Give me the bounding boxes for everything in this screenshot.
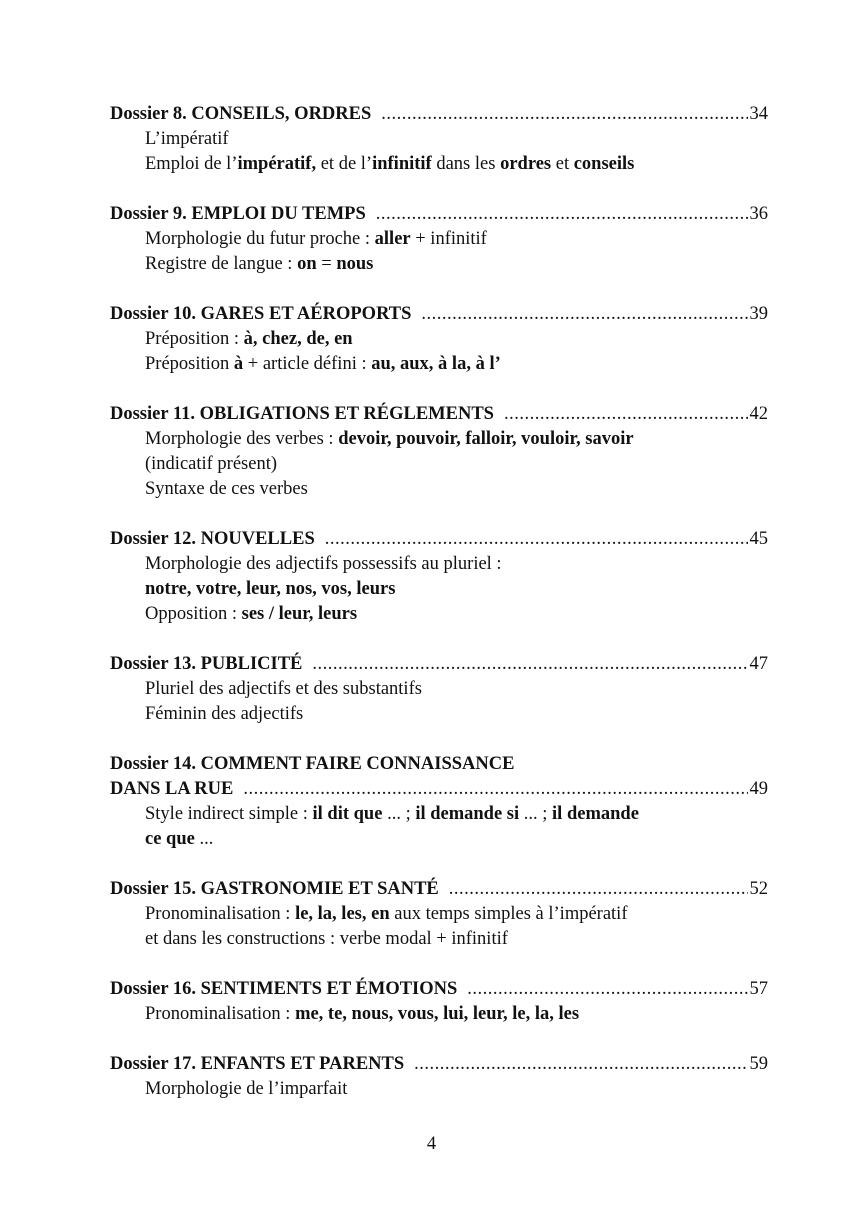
toc-entry-title: Dossier 16. SENTIMENTS ET ÉMOTIONS (110, 979, 458, 999)
topic-text-segment: (indicatif présent) (145, 454, 278, 474)
topic-text-segment: Opposition : (145, 604, 242, 624)
page-number: 4 (426, 1134, 437, 1154)
topic-bold-segment: on (297, 254, 317, 274)
topic-text-segment: Pronominalisation : (145, 904, 296, 924)
dot-leader (243, 777, 747, 802)
toc-entry-heading (110, 302, 768, 327)
toc-entry-heading (110, 777, 768, 802)
toc-entry-topic (110, 552, 768, 577)
toc-entry-topic (110, 602, 768, 627)
toc-entry-topic (110, 827, 768, 852)
toc-entry-topic (110, 227, 768, 252)
toc-entry-page: 52 (749, 879, 768, 899)
toc-entry-topic (110, 927, 768, 952)
topic-bold-segment: au, aux, à la, à l’ (371, 354, 501, 374)
toc-entry-topic (110, 127, 768, 152)
topic-text-segment: Syntaxe de ces verbes (145, 479, 308, 499)
dot-leader (325, 527, 748, 552)
toc-entry-heading (110, 402, 768, 427)
toc-entry-topic (110, 902, 768, 927)
toc-entry-topic (110, 477, 768, 502)
topic-bold-segment: ordres (500, 154, 552, 174)
topic-text-segment: Pluriel des adjectifs et des substantifs (145, 679, 422, 699)
topic-text-segment: ... ; (382, 804, 416, 824)
dot-leader (421, 302, 747, 327)
toc-entry-heading (110, 877, 768, 902)
topic-bold-segment: infinitif (372, 154, 432, 174)
toc-entry-title: Dossier 10. GARES ET AÉROPORTS (110, 304, 412, 324)
toc-entry (110, 1052, 768, 1102)
topic-text-segment: Style indirect simple : (145, 804, 313, 824)
topic-bold-segment: il demande si (415, 804, 520, 824)
topic-bold-segment: impératif, (237, 154, 317, 174)
toc-entry (110, 877, 768, 952)
topic-text-segment: Préposition : (145, 329, 244, 349)
toc-entry-title: Dossier 12. NOUVELLES (110, 529, 315, 549)
dot-leader (504, 402, 748, 427)
toc-entry-page: 34 (749, 104, 768, 124)
topic-text-segment: = (316, 254, 337, 274)
toc-entry-topic (110, 1077, 768, 1102)
topic-bold-segment: notre, votre, leur, nos, vos, leurs (145, 579, 396, 599)
dot-leader (376, 202, 748, 227)
toc-entry (110, 202, 768, 277)
topic-text-segment: aux temps simples à l’impératif (389, 904, 628, 924)
topic-bold-segment: nous (336, 254, 374, 274)
topic-text-segment: Morphologie des adjectifs possessifs au pluriel : (145, 554, 502, 574)
topic-bold-segment: me, te, nous, vous, lui, leur, le, la, les (295, 1004, 580, 1024)
toc-entry-topic (110, 802, 768, 827)
toc-entry-heading (110, 652, 768, 677)
toc-entry-topic (110, 1002, 768, 1027)
topic-text-segment: Emploi de l’ (145, 154, 238, 174)
toc-entry-heading (110, 527, 768, 552)
topic-bold-segment: à (233, 354, 244, 374)
topic-text-segment: et dans les constructions : verbe modal + infinitif (145, 929, 508, 949)
topic-bold-segment: devoir, pouvoir, falloir, vouloir, savoir (338, 429, 634, 449)
toc-entry-heading (110, 202, 768, 227)
topic-text-segment: Féminin des adjectifs (145, 704, 304, 724)
toc-entry (110, 752, 768, 852)
toc-entry-heading (110, 977, 768, 1002)
dot-leader (312, 652, 747, 677)
topic-text-segment: ... (194, 829, 214, 849)
toc-entry-title: Dossier 8. CONSEILS, ORDRES (110, 104, 372, 124)
topic-text-segment: dans les (431, 154, 501, 174)
topic-bold-segment: aller (374, 229, 411, 249)
toc-entry-page: 39 (749, 304, 768, 324)
toc-entry-topic (110, 452, 768, 477)
topic-text-segment: Morphologie de l’imparfait (145, 1079, 348, 1099)
toc-entry-title: Dossier 11. OBLIGATIONS ET RÉGLEMENTS (110, 404, 494, 424)
dot-leader (381, 102, 747, 127)
toc-entry-title: Dossier 9. EMPLOI DU TEMPS (110, 204, 366, 224)
topic-bold-segment: il demande (552, 804, 639, 824)
topic-text-segment: et de l’ (316, 154, 373, 174)
toc-entry-title-line: Dossier 14. COMMENT FAIRE CONNAISSANCE (110, 754, 515, 774)
toc-entry-page: 42 (749, 404, 768, 424)
toc-entry-topic (110, 352, 768, 377)
toc-entry-title: Dossier 13. PUBLICITÉ (110, 654, 303, 674)
toc-entry (110, 652, 768, 727)
toc-entry-title: Dossier 15. GASTRONOMIE ET SANTÉ (110, 879, 439, 899)
toc-entry-heading (110, 1052, 768, 1077)
toc-entry (110, 302, 768, 377)
toc-entry (110, 102, 768, 177)
topic-text-segment: L’impératif (145, 129, 229, 149)
topic-bold-segment: ses / leur, leurs (241, 604, 358, 624)
topic-text-segment: Pronominalisation : (145, 1004, 296, 1024)
toc-entry-topic (110, 152, 768, 177)
topic-text-segment: Morphologie des verbes : (145, 429, 339, 449)
toc-entry (110, 527, 768, 627)
toc-entry (110, 402, 768, 502)
dot-leader (414, 1052, 747, 1077)
toc-entry-page: 57 (749, 979, 768, 999)
toc-entry-page: 59 (749, 1054, 768, 1074)
dot-leader (449, 877, 748, 902)
topic-text-segment: Registre de langue : (145, 254, 298, 274)
topic-text-segment: + article défini : (243, 354, 372, 374)
topic-bold-segment: ce que (145, 829, 195, 849)
toc-entry-topic (110, 577, 768, 602)
toc-entry-page: 49 (749, 779, 768, 799)
topic-text-segment: + infinitif (410, 229, 487, 249)
toc-entry (110, 977, 768, 1027)
toc-entry-topic (110, 677, 768, 702)
toc-entry-page: 36 (749, 204, 768, 224)
toc-entry-page: 47 (749, 654, 768, 674)
topic-bold-segment: conseils (573, 154, 635, 174)
toc-entry-topic (110, 427, 768, 452)
topic-text-segment: Préposition (145, 354, 234, 374)
toc-entry-topic (110, 702, 768, 727)
toc-entry-topic (110, 252, 768, 277)
toc-entry-page: 45 (749, 529, 768, 549)
topic-bold-segment: le, la, les, en (295, 904, 390, 924)
topic-bold-segment: à, chez, de, en (243, 329, 353, 349)
toc-entry-title: Dossier 17. ENFANTS ET PARENTS (110, 1054, 405, 1074)
topic-text-segment: Morphologie du futur proche : (145, 229, 375, 249)
toc-entry-topic (110, 327, 768, 352)
table-of-contents (110, 102, 768, 1127)
topic-bold-segment: il dit que (312, 804, 383, 824)
dot-leader (467, 977, 747, 1002)
topic-text-segment: ... ; (519, 804, 553, 824)
topic-text-segment: et (551, 154, 574, 174)
toc-entry-heading (110, 102, 768, 127)
toc-entry-title: DANS LA RUE (110, 779, 234, 799)
